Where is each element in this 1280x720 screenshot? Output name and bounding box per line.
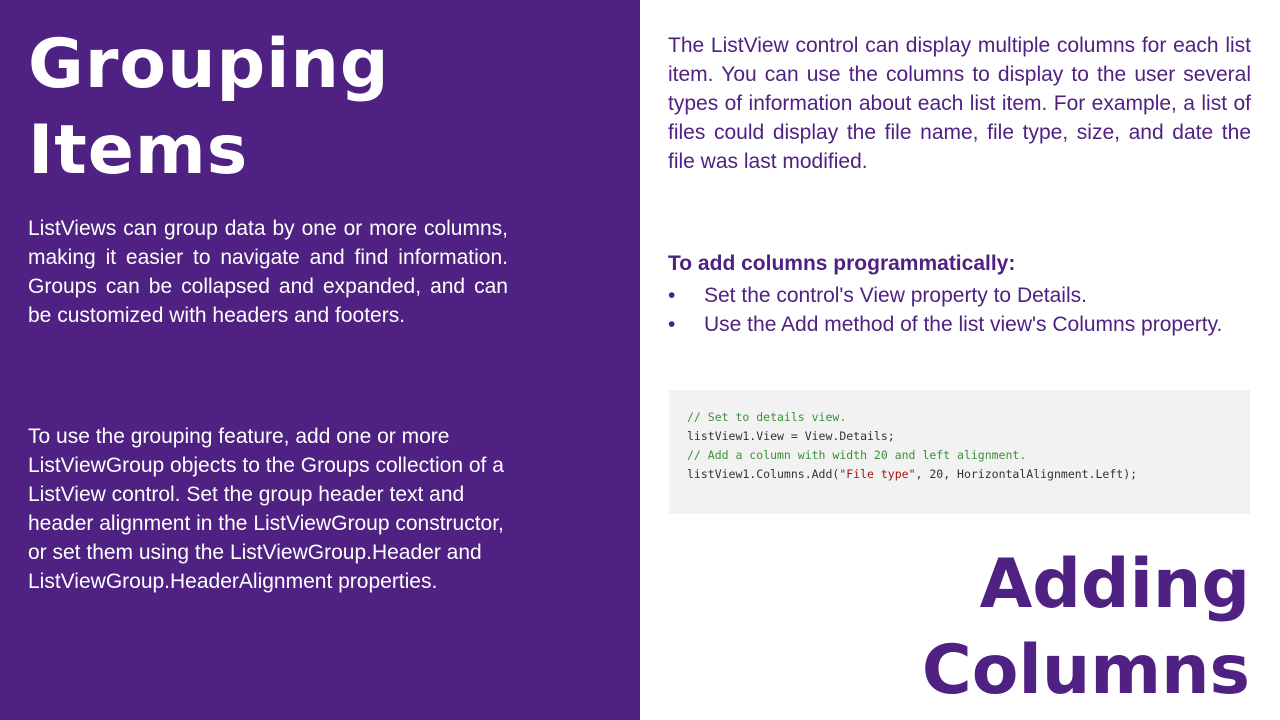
code-comment: // Set to details view.: [687, 410, 847, 424]
code-text: , 20, HorizontalAlignment.Left);: [915, 467, 1138, 481]
grouping-items-title: [28, 22, 390, 194]
columns-description: The ListView control can display multiple columns for each list item. You can use the columns to display to the user several types of information about each list item. For example, a list of files could display the file name, file type, size, and date the file was last modified.: [668, 34, 1251, 173]
add-columns-heading: To add columns programmatically:: [668, 252, 1016, 275]
title-line: Items: [28, 111, 249, 190]
code-block: [669, 390, 1250, 514]
code-line: [687, 465, 1232, 484]
code-line: listView1.View = View.Details;: [687, 429, 895, 443]
code-text: listView1.Columns.Add(: [687, 467, 840, 481]
list-item: • Set the control's View property to Details.: [668, 281, 1251, 310]
title-line: Columns: [921, 631, 1250, 710]
title-line: Adding: [979, 545, 1250, 624]
grouping-description: ListViews can group data by one or more columns, making it easier to navigate and find information. Groups can be collapsed and expanded, and can be customized with headers and footers.: [28, 217, 508, 327]
adding-columns-title: [922, 542, 1250, 714]
grouping-usage: To use the grouping feature, add one or more ListViewGroup objects to the Groups collection of a ListView control. Set the group header text and header alignment in the ListViewGroup constructor, or set them using the ListViewGroup.Header and ListViewGroup.HeaderAlignment properties.: [28, 425, 504, 593]
code-comment: // Add a column with width 20 and left alignment.: [687, 448, 1027, 462]
list-item: • Use the Add method of the list view's Columns property.: [668, 310, 1251, 339]
steps-list: [668, 281, 1251, 339]
title-line: Grouping: [28, 25, 390, 104]
code-string: "File type": [839, 467, 916, 481]
